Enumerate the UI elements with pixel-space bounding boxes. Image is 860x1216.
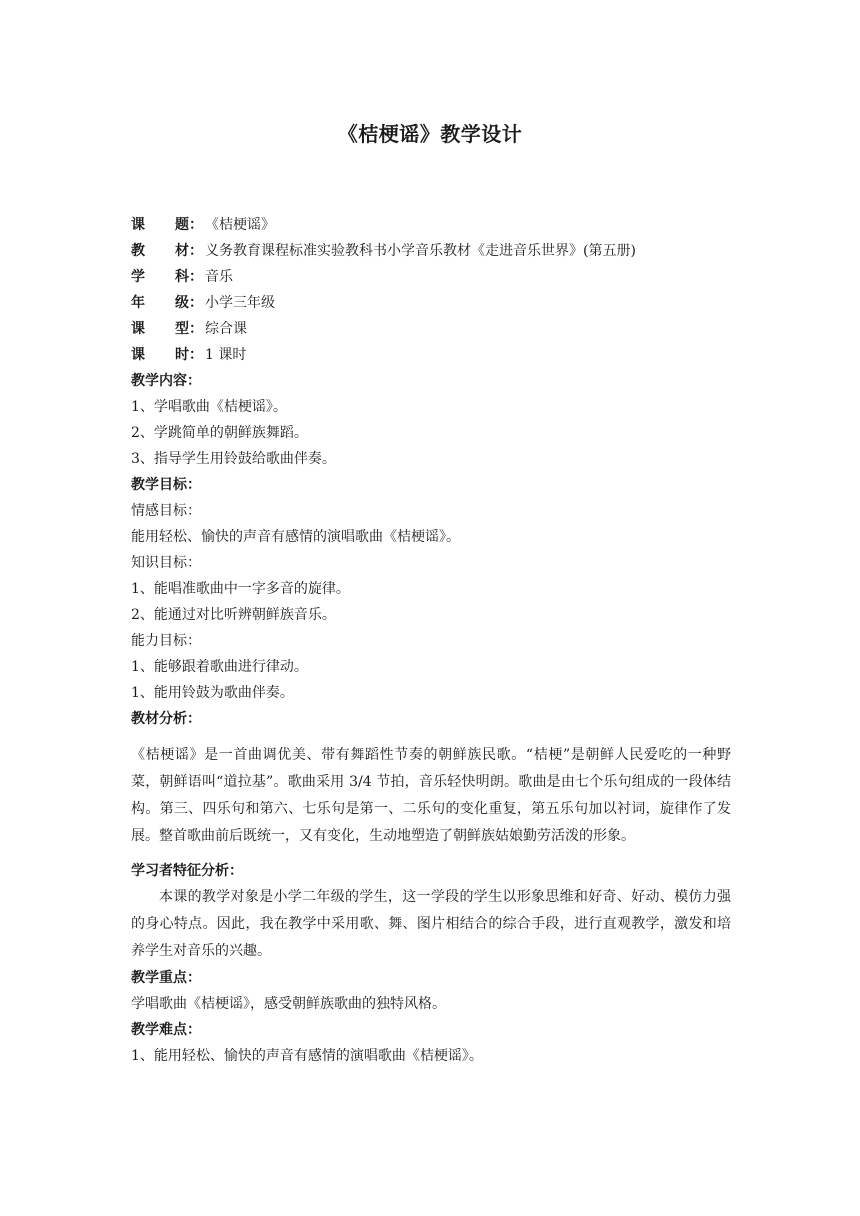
meta-row-subject [131, 264, 731, 290]
list-item: 1、学唱歌曲《桔梗谣》。 [131, 399, 287, 415]
meta-value: 小学三年级 [205, 295, 275, 311]
meta-label-char: 课 [131, 321, 145, 337]
subheading-ability-goal: 能力目标： [131, 633, 201, 649]
material-analysis-paragraph: 《桔梗谣》是一首曲调优美、带有舞蹈性节奏的朝鲜族民歌。“桔梗”是朝鲜人民爱吃的一种野菜，朝鲜语叫“道拉基”。歌曲采用 3/4 节拍，音乐轻快明朗。歌曲是由七个乐句组成的一段体结构。第三、四乐句和第六、七乐句是第一、二乐句的变化重复，第五乐句加以衬词，旋律作了发展。整首歌曲前后既统一，又有变化，生动地塑造了朝鲜族姑娘勤劳活泼的形象。 [131, 747, 731, 844]
meta-label-char: 时： [175, 347, 203, 363]
meta-value: 音乐 [205, 269, 233, 285]
meta-value: 1 课时 [205, 347, 247, 363]
section-heading-learner-analysis: 学习者特征分析： [131, 863, 243, 879]
key-points-text: 学唱歌曲《桔梗谣》，感受朝鲜族歌曲的独特风格。 [131, 996, 446, 1012]
meta-label-char: 科： [175, 269, 203, 285]
meta-label-char: 课 [131, 347, 145, 363]
meta-label-char: 课 [131, 217, 145, 233]
list-item: 1、能够跟着歌曲进行律动。 [131, 659, 308, 675]
meta-row-grade [131, 290, 731, 316]
meta-row-type [131, 316, 731, 342]
meta-label-char: 级： [175, 295, 203, 311]
subheading-emotion-goal: 情感目标： [131, 503, 201, 519]
emotion-goal-text: 能用轻松、愉快的声音有感情的演唱歌曲《桔梗谣》。 [131, 529, 460, 545]
difficulties-text: 1、能用轻松、愉快的声音有感情的演唱歌曲《桔梗谣》。 [131, 1048, 483, 1064]
meta-row-textbook [131, 238, 731, 264]
section-heading-difficulties: 教学难点： [131, 1022, 201, 1038]
meta-label-char: 年 [131, 295, 145, 311]
section-heading-teaching-content: 教学内容： [131, 373, 201, 389]
list-item: 2、能通过对比听辨朝鲜族音乐。 [131, 607, 336, 623]
list-item: 2、学跳简单的朝鲜族舞蹈。 [131, 425, 308, 441]
meta-label-char: 题： [175, 217, 203, 233]
meta-label-char: 学 [131, 269, 145, 285]
meta-section [131, 212, 731, 368]
meta-value: 《桔梗谣》 [205, 217, 275, 233]
section-heading-teaching-goals: 教学目标： [131, 477, 201, 493]
meta-row-topic [131, 212, 731, 238]
list-item: 1、能唱准歌曲中一字多音的旋律。 [131, 581, 350, 597]
meta-value: 综合课 [205, 321, 247, 337]
document-body [131, 212, 731, 1069]
list-item: 3、指导学生用铃鼓给歌曲伴奏。 [131, 451, 336, 467]
section-heading-key-points: 教学重点： [131, 970, 201, 986]
meta-label-char: 教 [131, 243, 145, 259]
meta-row-hours [131, 342, 731, 368]
meta-label-char: 材： [175, 243, 203, 259]
meta-value: 义务教育课程标准实验教科书小学音乐教材《走进音乐世界》(第五册) [205, 243, 636, 259]
list-item: 1、能用铃鼓为歌曲伴奏。 [131, 685, 294, 701]
meta-label-char: 型： [175, 321, 203, 337]
learner-analysis-paragraph: 本课的教学对象是小学二年级的学生，这一学段的学生以形象思维和好奇、好动、模仿力强的身心特点。因此，我在教学中采用歌、舞、图片相结合的综合手段，进行直观教学，激发和培养学生对音乐的兴趣。 [131, 889, 731, 959]
subheading-knowledge-goal: 知识目标： [131, 555, 201, 571]
section-heading-material-analysis: 教材分析： [131, 711, 201, 727]
document-title: 《桔梗谣》教学设计 [337, 122, 523, 146]
